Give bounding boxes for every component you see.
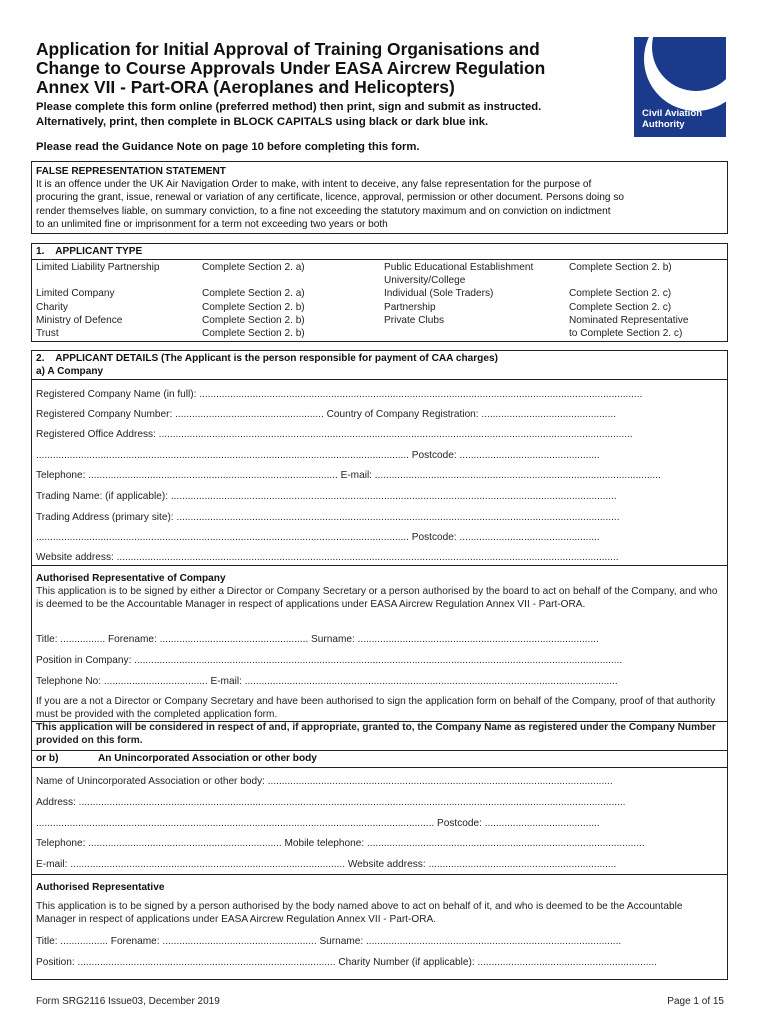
position-in-company-field[interactable]: Position in Company: .............................................................................................................................................................................. — [36, 655, 623, 666]
trading-address-field[interactable]: Trading Address (primary site): .............................................................................................................................................................. — [36, 512, 620, 523]
intro-instructions — [36, 100, 636, 130]
association-name-field[interactable]: Name of Unincorporated Association or other body: ........................................................................................................................... — [36, 776, 613, 787]
section-reference: Complete Section 2. b) — [569, 262, 672, 273]
registered-office-address-field[interactable]: Registered Office Address: ......................................................................................................................................................................... — [36, 429, 633, 440]
applicant-type-option[interactable]: Charity — [36, 301, 68, 313]
divider — [32, 565, 727, 566]
false-representation-box — [31, 161, 728, 234]
applicant-details-section — [31, 350, 728, 980]
caa-logo — [634, 37, 726, 137]
applicant-type-heading: 1. APPLICANT TYPE — [36, 246, 143, 257]
applicant-type-column — [36, 261, 159, 340]
representative-name-field[interactable]: Title: ................ Forename: ..................................................... Surname: ...................................................................................... — [36, 634, 599, 645]
section-reference: Complete Section 2. b) — [202, 314, 305, 326]
applicant-type-section — [31, 243, 728, 342]
authorised-rep-heading: Authorised Representative of Company — [36, 573, 226, 584]
representative-contact-field[interactable]: Telephone No: ..................................... E-mail: ..................................................................................................................................... — [36, 676, 618, 687]
form-reference: Form SRG2116 Issue03, December 2019 — [36, 996, 220, 1007]
trading-postcode-field[interactable]: ..................................................................................................................................... Postcode: .................................................. — [36, 532, 600, 543]
divider — [32, 874, 727, 875]
registered-company-name-field[interactable]: Registered Company Name (in full): .............................................................................................................................................................. — [36, 389, 643, 400]
association-postcode-field[interactable]: .............................................................................................................................................. Postcode: ......................................... — [36, 818, 600, 829]
section-reference: Complete Section 2. a) — [202, 288, 305, 300]
section-reference: to Complete Section 2. c) — [569, 328, 683, 339]
telephone-email-field[interactable]: Telephone: ......................................................................................... E-mail: ...................................................................................................... — [36, 470, 661, 481]
association-address-field[interactable]: Address: ................................................................................................................................................................................................... — [36, 797, 626, 808]
title-line: Application for Initial Approval of Training Organisations and — [36, 39, 540, 59]
registered-company-number-field[interactable]: Registered Company Number: ..................................................... Country of Company Registration: ................................................ — [36, 409, 617, 420]
applicant-type-option[interactable]: Individual (Sole Traders) — [384, 288, 494, 300]
applicant-type-option[interactable]: Trust — [36, 328, 59, 339]
applicant-type-column — [384, 261, 533, 340]
authorised-rep-b-heading: Authorised Representative — [36, 882, 165, 893]
applicant-type-option[interactable]: Limited Company — [36, 288, 115, 300]
unincorporated-subheading: An Unincorporated Association or other body — [98, 753, 317, 764]
section-reference: Complete Section 2. b) — [202, 301, 305, 313]
authorised-rep-b-text: This application is to be signed by a person authorised by the body named above to act on behalf of it, and who is deemed to be the Accountable Manager in respect of applications under EASA Aircrew Regulation Annex VII - Part-ORA. — [36, 901, 683, 925]
form-title — [36, 40, 596, 97]
website-address-field[interactable]: Website address: ................................................................................................................................................................................... — [36, 552, 619, 563]
applicant-type-option: University/College — [384, 275, 466, 287]
proof-of-authority-text: If you are a not a Director or Company Secretary and have been authorised to sign the application form on behalf of the Company, proof of that authority must be provided with the completed application form. — [36, 696, 716, 720]
representative-b-name-field[interactable]: Title: ................. Forename: ....................................................... Surname: ........................................................................................... — [36, 936, 622, 947]
section-reference: Complete Section 2. a) — [202, 262, 305, 273]
company-subheading: a) A Company — [36, 366, 104, 377]
applicant-type-option[interactable]: Private Clubs — [384, 314, 445, 326]
section-reference: Complete Section 2. c) — [569, 288, 672, 300]
title-line: Change to Course Approvals Under EASA Aircrew Regulation — [36, 58, 546, 78]
section-reference: Complete Section 2. b) — [202, 328, 305, 339]
title-line: Annex VII - Part-ORA (Aeroplanes and Helicopters) — [36, 77, 455, 97]
guidance-note: Please read the Guidance Note on page 10 before completing this form. — [36, 141, 420, 153]
false-rep-line: procuring the grant, issue, renewal or variation of any certificate, licence, approval, permission or other document. Persons doing so — [36, 192, 624, 204]
applicant-type-option[interactable]: Public Educational Establishment — [384, 262, 534, 273]
association-email-field[interactable]: E-mail: .................................................................................................. Website address: ................................................................... — [36, 859, 617, 870]
consideration-notice: This application will be considered in respect of and, if appropriate, granted to, the Company Name as registered under the Company Number provided on this form. — [36, 722, 716, 746]
false-rep-line: to an unlimited fine or imprisonment for a term not exceeding two years or both — [36, 218, 388, 230]
applicant-type-section-column — [202, 261, 305, 340]
representative-b-position-field[interactable]: Position: ............................................................................................ Charity Number (if applicable): ................................................................ — [36, 957, 657, 968]
applicant-type-option[interactable]: Ministry of Defence — [36, 314, 123, 326]
logo-text: Civil Aviation Authority — [642, 108, 703, 130]
registered-office-postcode-field[interactable]: ..................................................................................................................................... Postcode: .................................................. — [36, 450, 600, 461]
applicant-type-option[interactable]: Partnership — [384, 301, 436, 313]
association-telephone-field[interactable]: Telephone: ..................................................................... Mobile telephone: ................................................................................................... — [36, 838, 645, 849]
false-rep-line: render themselves liable, on summary conviction, to a fine not exceeding the statutory maximum and on conviction on indictment — [36, 205, 611, 217]
page-number: Page 1 of 15 — [667, 996, 724, 1007]
intro-line: Please complete this form online (preferred method) then print, sign and submit as instructed. — [36, 101, 542, 113]
divider — [32, 259, 727, 260]
or-b-label: or b) — [36, 753, 59, 764]
section-reference: Nominated Representative — [569, 314, 689, 326]
divider — [32, 379, 727, 380]
authorised-rep-text: This application is to be signed by either a Director or Company Secretary or a person authorised by the board to act on behalf of the Company, and who is deemed to be the Accountable Manager in respect of applications under EASA Aircrew Regulation Annex VII - Part-ORA. — [36, 586, 718, 610]
intro-line: Alternatively, print, then complete in BLOCK CAPITALS using black or dark blue ink. — [36, 116, 489, 128]
divider — [32, 750, 727, 751]
section-reference: Complete Section 2. c) — [569, 301, 672, 313]
trading-name-field[interactable]: Trading Name: (if applicable): ............................................................................................................................................................... — [36, 491, 617, 502]
applicant-type-section-column — [569, 261, 689, 340]
false-rep-line: It is an offence under the UK Air Navigation Order to make, with intent to deceive, any false representation for the purpose of — [36, 179, 592, 191]
applicant-details-heading: 2. APPLICANT DETAILS (The Applicant is the person responsible for payment of CAA charges) — [36, 353, 498, 364]
divider — [32, 767, 727, 768]
false-rep-heading: FALSE REPRESENTATION STATEMENT — [36, 166, 226, 177]
applicant-type-option[interactable]: Limited Liability Partnership — [36, 262, 160, 273]
